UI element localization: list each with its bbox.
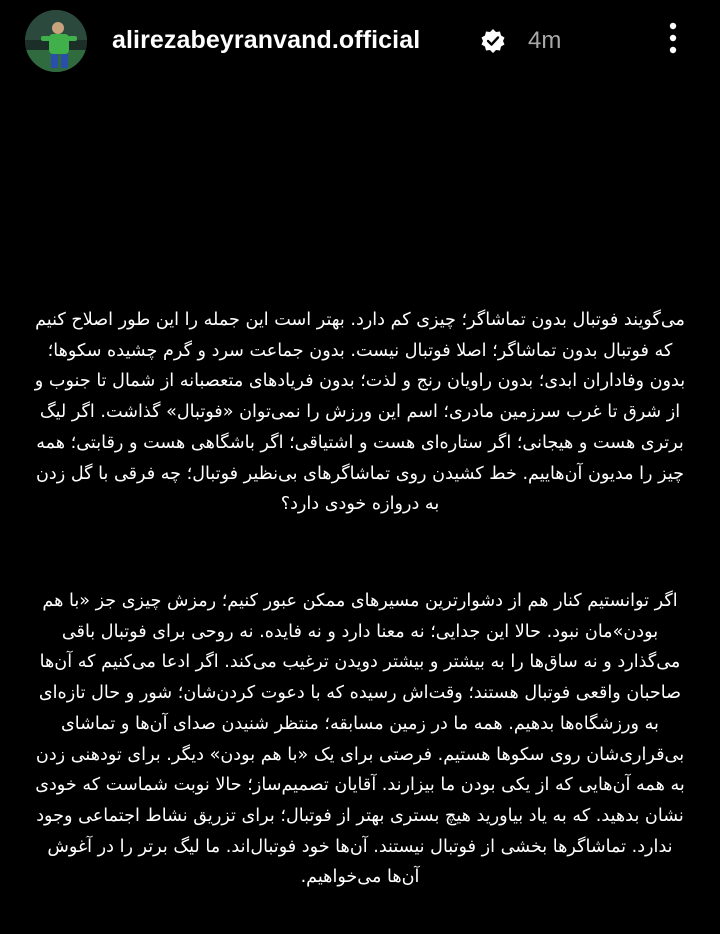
- verified-badge-icon: [480, 28, 506, 54]
- avatar-image: [25, 10, 87, 72]
- paragraph-text: می‌گویند فوتبال بدون تماشاگر؛ چیزی کم دارد. بهتر است این جمله را این طور اصلاح کنیم که فوتبال بدون تماشاگر؛ اصلا فوتبال نیست. بدون جماعت سرد و گرم چشیده سکوها؛ بدون وفاداران ابدی؛ بدون راویان رنج و لذت؛ بدون فریادهای متعصبانه از شمال تا جنوب و از شرق تا غرب سرزمین مادری؛ اسم این ورزش را نمی‌توان «فوتبال» گذاشت. اگر لیگ برتری هست و هیجانی؛ اگر ستاره‌ای هست و اشتیاقی؛ اگر باشگاهی هست و رقابتی؛ همه چیز را مدیون آن‌هاییم. خط کشیدن روی تماشاگرهای بی‌نظیر فوتبال؛ چه فرقی با گل زدن به دروازه خودی دارد؟: [34, 310, 686, 515]
- post-time: 4m: [528, 27, 562, 54]
- paragraph-text: اگر توانستیم کنار هم از دشوارترین مسیرهای ممکن عبور کنیم؛ رمزش چیزی جز «با هم بودن»مان نبود. حالا این جدایی؛ نه معنا دارد و نه فایده. نه روحی برای فوتبال باقی می‌گذارد و نه ساق‌ها را به بیشتر و بیشتر دویدن ترغیب می‌کند. اگر ادعا می‌کنیم که آن‌ها صاحبان واقعی فوتبال هستند؛ وقت‌اش رسیده که با دعوت کردن‌شان؛ شور و حال تازه‌ای به ورزشگاه‌ها بدهیم. همه ما در زمین مسابقه؛ منتظر شنیدن صدای آن‌ها و تماشای بی‌قراری‌شان روی سکوها هستیم. فرصتی برای یک «با هم بودن» دیگر. برای تودهنی زدن به همه آن‌هایی که از یکی بودن ما بیزارند. آقایان تصمیم‌ساز؛ حالا نوبت شماست که خودی نشان بدهید. که به یاد بیاورید هیچ بستری بهتر از فوتبال؛ برای تزریق نشاط اجتماعی وجود ندارد. تماشاگرها بخشی از فوتبال نیستند. آن‌ها خود فوتبال‌اند. ما لیگ برتر را در آغوش آن‌ها می‌خواهیم.: [35, 591, 685, 888]
- profile-avatar[interactable]: [25, 10, 87, 72]
- story-paragraph: [30, 586, 690, 893]
- story-paragraph: [30, 305, 690, 520]
- more-vertical-icon[interactable]: [658, 18, 688, 58]
- username[interactable]: alirezabeyranvand.official: [112, 26, 421, 54]
- story-header: [0, 0, 720, 82]
